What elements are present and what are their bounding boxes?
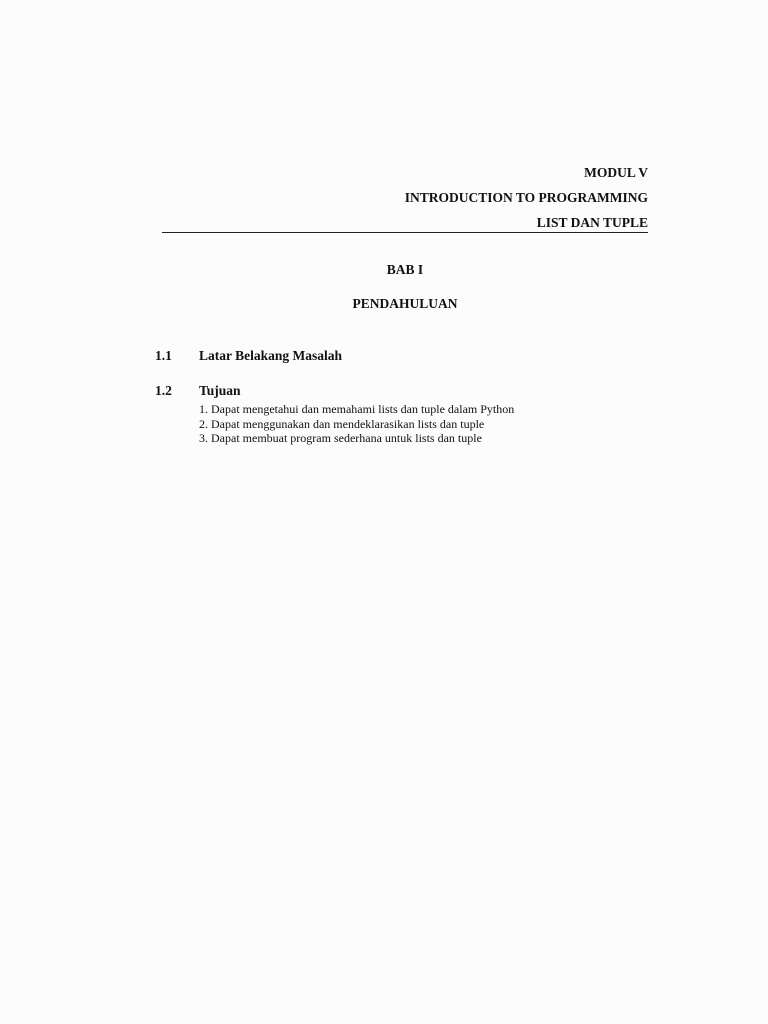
chapter-title: PENDAHULUAN [352, 296, 458, 311]
chapter-label: BAB I [386, 262, 424, 277]
section-heading: Latar Belakang Masalah [199, 348, 343, 363]
goals-list [199, 402, 514, 446]
topic-title: LIST DAN TUPLE [536, 215, 648, 230]
course-title: INTRODUCTION TO PROGRAMMING [404, 190, 648, 205]
section-number: 1.2 [155, 383, 172, 398]
section-heading: Tujuan [199, 383, 241, 398]
chapter-heading [162, 260, 648, 314]
header-divider [162, 232, 648, 233]
list-item: 1. Dapat mengetahui dan memahami lists dan tuple dalam Python [199, 402, 515, 416]
list-item: 3. Dapat membuat program sederhana untuk lists dan tuple [199, 431, 482, 445]
module-header [162, 160, 648, 235]
module-label: MODUL V [584, 165, 648, 180]
list-item: 2. Dapat menggunakan dan mendeklarasikan lists dan tuple [199, 416, 485, 431]
section-number: 1.1 [155, 348, 172, 363]
